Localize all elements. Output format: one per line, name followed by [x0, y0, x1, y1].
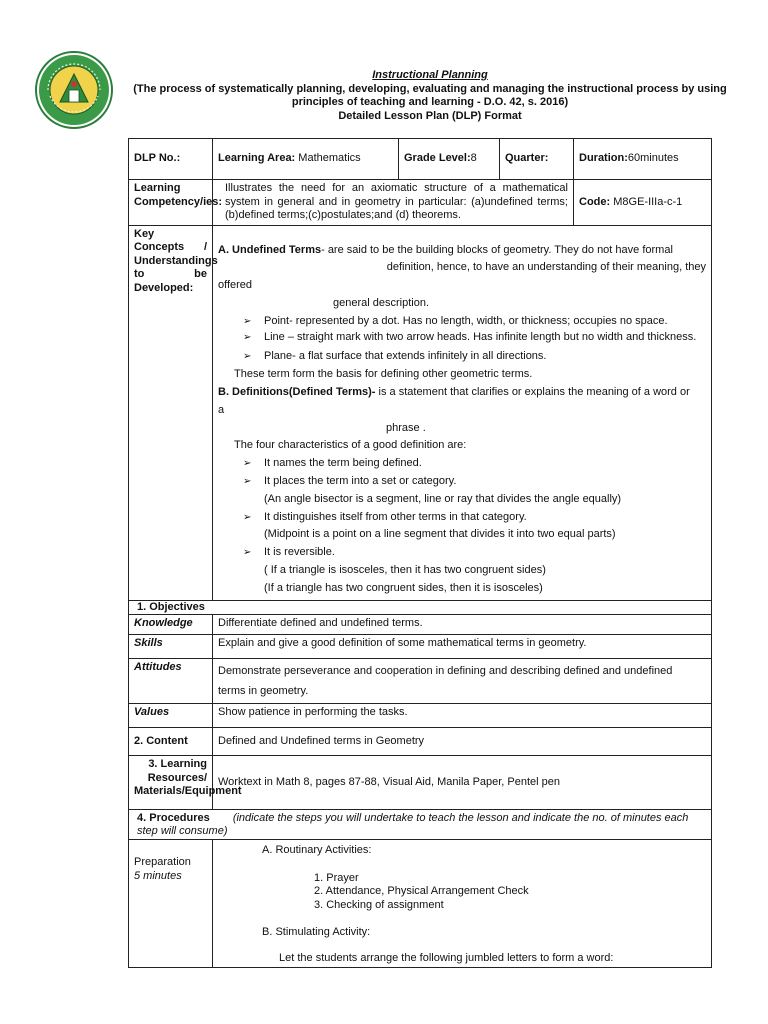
key-concepts-row — [129, 225, 712, 600]
objectives-row — [129, 600, 712, 615]
arrow-bullet-icon: ➢ — [243, 351, 252, 363]
preparation-minutes: 5 minutes — [134, 869, 182, 882]
learning-area-value: Mathematics — [295, 152, 361, 165]
characteristic-item — [218, 509, 706, 527]
undefined-terms-text1: - are said to be the building blocks of geometry. They do not have formal — [321, 243, 673, 256]
characteristic-text: It is reversible. — [264, 546, 335, 559]
arrow-bullet-icon: ➢ — [243, 476, 252, 488]
code-value: M8GE-IIIa-c-1 — [610, 195, 683, 208]
skills-text: Explain and give a good definition of some mathematical terms in geometry. — [213, 635, 712, 659]
competency-text: Illustrates the need for an axiomatic structure of a mathematical system in general and in geometry in particular: (a)undefined terms;(b)defined terms;(c)postulates;and (d) theorems. — [213, 180, 574, 226]
preparation-content — [213, 840, 712, 968]
procedures-row — [129, 810, 712, 840]
content-text: Defined and Undefined terms in Geometry — [213, 728, 712, 756]
dlp-no-cell — [129, 139, 213, 180]
defined-terms-text1: is a statement that clarifies or explains the meaning of a word or — [375, 386, 690, 399]
undefined-terms-text4: general description. — [333, 296, 430, 309]
characteristic-example: (If a triangle has two congruent sides, then it is isosceles) — [264, 581, 543, 594]
document-header — [130, 69, 730, 123]
arrow-bullet-icon: ➢ — [243, 315, 252, 327]
knowledge-text: Differentiate defined and undefined terms. — [213, 615, 712, 635]
characteristic-example: (An angle bisector is a segment, line or ray that divides the angle equally) — [264, 492, 622, 505]
duration-cell — [574, 139, 712, 180]
stimulating-heading: B. Stimulating Activity: — [262, 926, 371, 939]
competency-row — [129, 180, 712, 226]
defined-terms-heading: B. Definitions(Defined Terms)- — [218, 386, 376, 399]
learning-area-label: Learning Area: — [218, 152, 296, 165]
resources-label: 3. Learning Resources/ Materials/Equipment — [129, 756, 213, 810]
content-row — [129, 728, 712, 756]
quarter-cell — [500, 139, 574, 180]
document-format: Detailed Lesson Plan (DLP) Format — [338, 109, 522, 122]
routinary-item: 2. Attendance, Physical Arrangement Check — [314, 885, 529, 898]
undefined-terms-heading: A. Undefined Terms — [218, 243, 322, 256]
lesson-plan-table — [128, 138, 712, 968]
characteristics-intro: The four characteristics of a good definition are: — [234, 439, 467, 452]
code-cell — [574, 180, 712, 226]
characteristic-item — [218, 544, 706, 562]
duration-label: Duration: — [579, 152, 628, 165]
characteristic-text: It distinguishes itself from other terms in that category. — [264, 510, 527, 523]
key-concepts-content — [213, 225, 712, 600]
duration-value: 60minutes — [627, 152, 679, 165]
objectives-label: 1. Objectives — [129, 600, 712, 615]
characteristic-example: ( If a triangle is isosceles, then it has two congruent sides) — [264, 564, 546, 577]
key-concepts-label: Key Concepts / Understandings to be Developed: — [129, 225, 213, 600]
grade-level-label: Grade Level: — [404, 152, 471, 165]
grade-level-value: 8 — [470, 152, 477, 165]
characteristic-example: (Midpoint is a point on a line segment that divides it into two equal parts) — [264, 528, 616, 541]
grade-level-cell — [399, 139, 500, 180]
quarter-label: Quarter: — [505, 152, 549, 165]
characteristic-text: It names the term being defined. — [264, 457, 422, 470]
dlp-no-label: DLP No.: — [134, 152, 181, 165]
skills-row — [129, 635, 712, 659]
routinary-list — [218, 872, 706, 913]
values-text: Show patience in performing the tasks. — [213, 704, 712, 728]
preparation-cell — [129, 840, 213, 968]
defined-terms-text2: a — [218, 403, 225, 416]
competency-label: Learning Competency/ies: — [129, 180, 213, 226]
routinary-item: 1. Prayer — [314, 871, 359, 884]
resources-row — [129, 756, 712, 810]
undefined-term-item — [218, 313, 706, 331]
undefined-term-plane: Plane- a flat surface that extends infinitely in all directions. — [264, 350, 547, 363]
learning-area-cell — [213, 139, 399, 180]
arrow-bullet-icon: ➢ — [243, 511, 252, 523]
attitudes-label: Attitudes — [129, 659, 213, 704]
content-label: 2. Content — [129, 728, 213, 756]
resources-text: Worktext in Math 8, pages 87-88, Visual Aid, Manila Paper, Pentel pen — [213, 756, 712, 810]
department-of-education-seal-icon — [34, 50, 114, 130]
procedures-note: (indicate the steps you will undertake to teach the lesson and indicate the no. of minutes each step will consume) — [137, 812, 689, 837]
arrow-bullet-icon: ➢ — [243, 458, 252, 470]
preparation-row — [129, 840, 712, 968]
code-label: Code: — [579, 195, 611, 208]
characteristic-text: It places the term into a set or category. — [264, 475, 457, 488]
attitudes-row — [129, 659, 712, 704]
undefined-term-point: Point- represented by a dot. Has no length, width, or thickness; occupies no space. — [264, 314, 668, 327]
characteristic-item — [218, 455, 706, 473]
preparation-label: Preparation — [134, 856, 191, 869]
routinary-item: 3. Checking of assignment — [314, 898, 444, 911]
undefined-terms-text3: offered — [218, 279, 253, 292]
characteristic-item — [218, 473, 706, 491]
procedures-cell — [129, 810, 712, 840]
document-title: Instructional Planning — [372, 69, 488, 81]
knowledge-row — [129, 615, 712, 635]
undefined-terms-basis: These term form the basis for defining other geometric terms. — [234, 368, 533, 381]
attitudes-cell — [213, 659, 712, 704]
procedures-label: 4. Procedures — [137, 812, 210, 825]
undefined-term-item — [218, 348, 706, 366]
arrow-bullet-icon: ➢ — [243, 547, 252, 559]
stimulating-text: Let the students arrange the following jumbled letters to form a word: — [279, 951, 614, 964]
arrow-bullet-icon: ➢ — [243, 332, 252, 344]
defined-terms-text3: phrase . — [386, 421, 426, 434]
routinary-heading: A. Routinary Activities: — [262, 844, 372, 857]
info-row — [129, 139, 712, 180]
undefined-term-line: Line – straight mark with two arrow heads. Has infinite length but no width and thickness. — [264, 331, 697, 344]
values-label: Values — [129, 704, 213, 728]
attitudes-text1: Demonstrate perseverance and cooperation in defining and describing defined and undefined — [218, 665, 673, 678]
skills-label: Skills — [129, 635, 213, 659]
undefined-term-item — [218, 330, 706, 348]
undefined-terms-text2: definition, hence, to have an understanding of their meaning, they — [386, 261, 706, 274]
values-row — [129, 704, 712, 728]
attitudes-text2: terms in geometry. — [218, 685, 309, 698]
document-subtitle: (The process of systematically planning, developing, evaluating and managing the instructional process by using principles of teaching and learning - D.O. 42, s. 2016) — [133, 82, 727, 108]
knowledge-label: Knowledge — [129, 615, 213, 635]
